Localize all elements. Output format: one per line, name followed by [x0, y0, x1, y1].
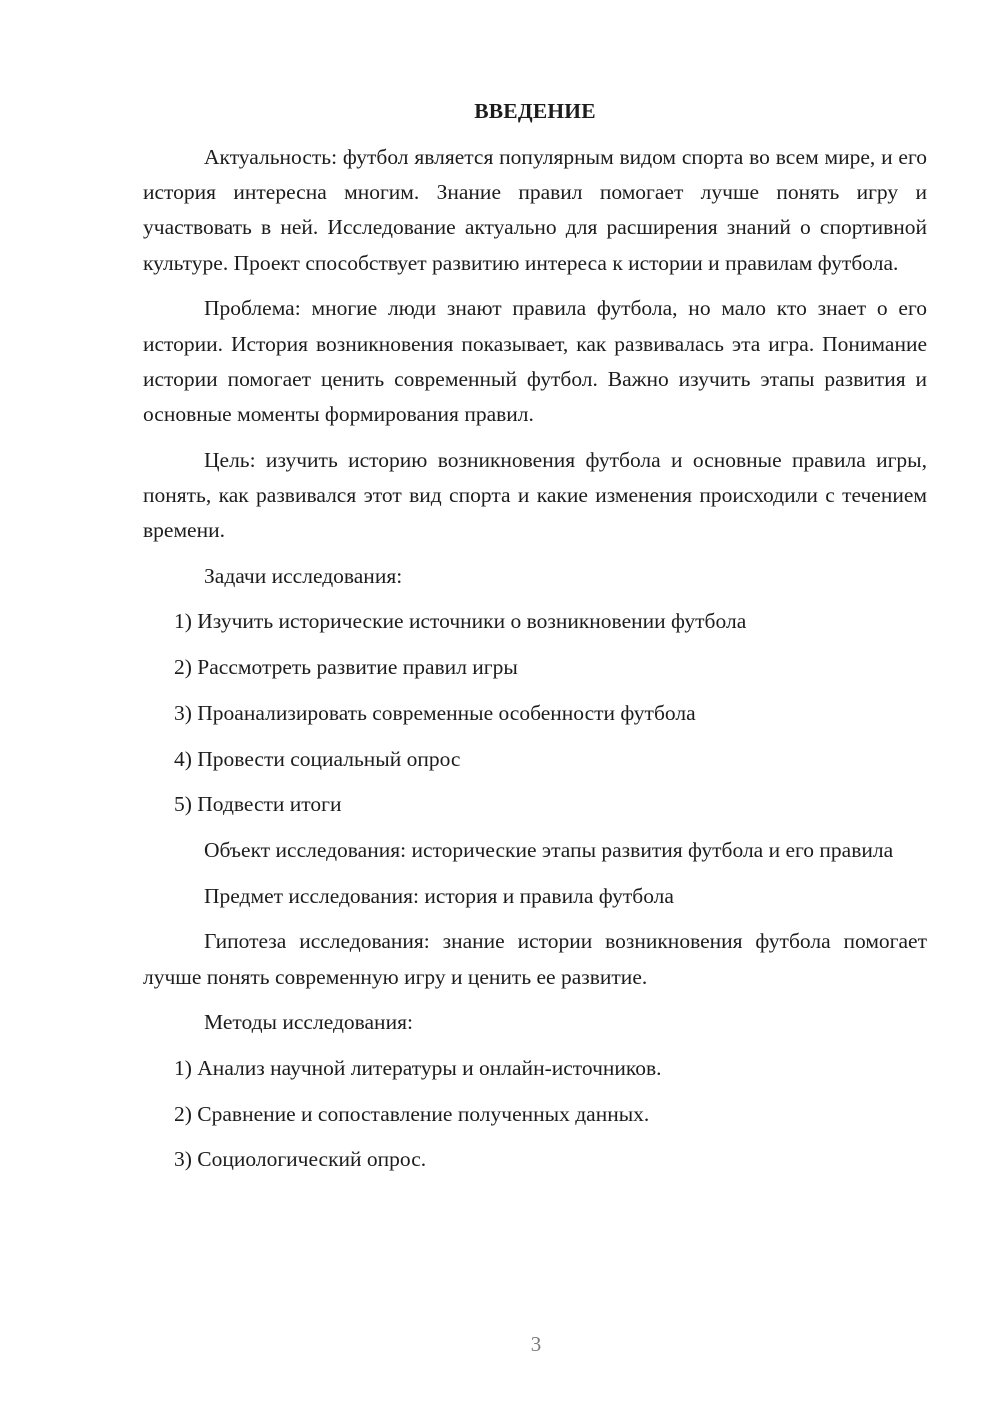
- page-number: 3: [530, 1332, 542, 1356]
- relevance-paragraph: Актуальность: футбол является популярным видом спорта во всем мире, и его история интересна многим. Знание правил помогает лучше понять игру и участвовать в ней. Исследование актуально для расширения знаний о спортивной культуре. Проект способствует развитию интереса к истории и правилам футбола.: [143, 145, 927, 275]
- tasks-heading: Задачи исследования:: [204, 563, 403, 588]
- method-item: 3) Социологический опрос.: [174, 1147, 427, 1172]
- task-item: 4) Провести социальный опрос: [174, 746, 461, 771]
- task-item: 3) Проанализировать современные особенности футбола: [174, 700, 696, 725]
- document-page: [143, 94, 927, 1178]
- task-item: 5) Подвести итоги: [174, 792, 342, 817]
- method-item: 1) Анализ научной литературы и онлайн-источников.: [174, 1055, 662, 1080]
- object-paragraph: Объект исследования: исторические этапы развития футбола и его правила: [204, 837, 894, 862]
- hypothesis-paragraph: Гипотеза исследования: знание истории возникновения футбола помогает лучше понять современную игру и ценить ее развитие.: [143, 929, 927, 989]
- task-item: 2) Рассмотреть развитие правил игры: [174, 655, 518, 680]
- page-title: ВВЕДЕНИЕ: [474, 99, 596, 123]
- subject-paragraph: Предмет исследования: история и правила футбола: [204, 883, 674, 908]
- problem-paragraph: Проблема: многие люди знают правила футбола, но мало кто знает о его истории. История возникновения показывает, как развивалась эта игра. Понимание истории помогает ценить современный футбол. Важно изучить этапы развития и основные моменты формирования правил.: [143, 296, 927, 426]
- task-item: 1) Изучить исторические источники о возникновении футбола: [174, 609, 747, 634]
- methods-heading: Методы исследования:: [204, 1010, 413, 1035]
- goal-paragraph: Цель: изучить историю возникновения футбола и основные правила игры, понять, как развивался этот вид спорта и какие изменения происходили с течением времени.: [143, 447, 927, 543]
- method-item: 2) Сравнение и сопоставление полученных данных.: [174, 1101, 650, 1126]
